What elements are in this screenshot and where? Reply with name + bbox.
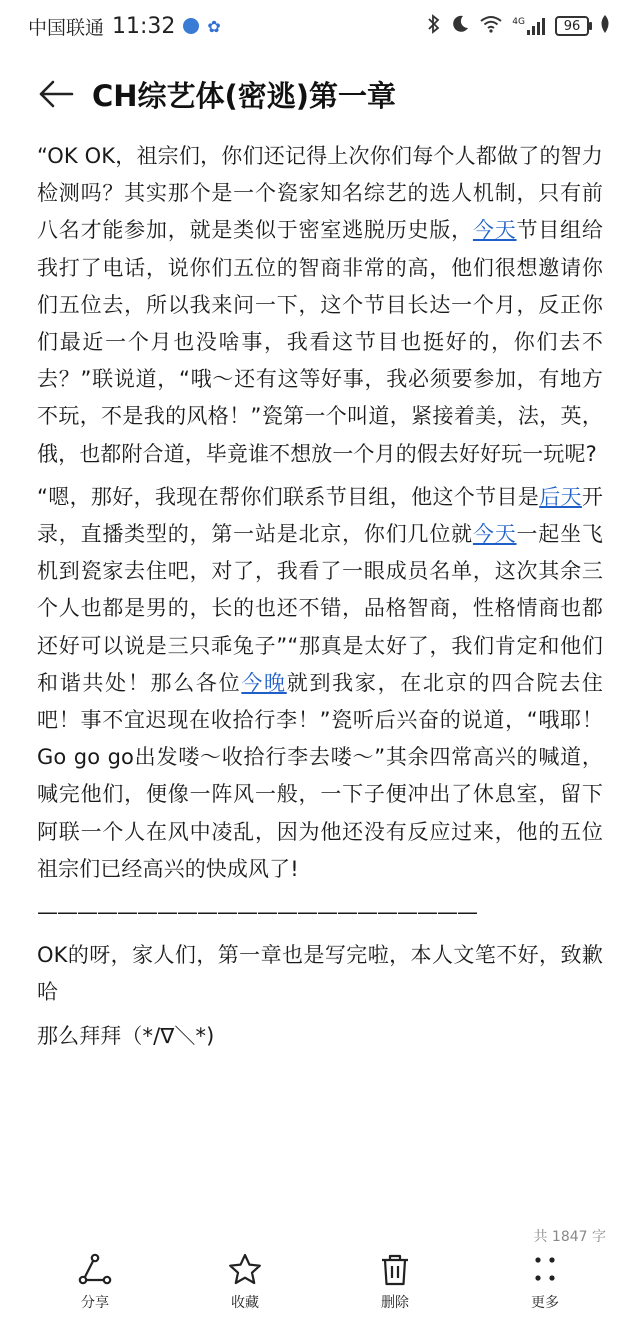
- app-notification-icon: [183, 18, 199, 34]
- status-left: [28, 13, 221, 40]
- paw-notification-icon: ✿: [207, 16, 221, 36]
- leaf-icon: [598, 14, 612, 39]
- paragraph-1: [37, 138, 603, 473]
- header: [0, 64, 640, 124]
- share-label: 分享: [81, 1295, 109, 1311]
- network-type: 4G: [512, 17, 525, 27]
- delete-label: 删除: [381, 1295, 409, 1311]
- text-segment: “嗯，那好，我现在帮你们联系节目组，他这个节目是: [37, 484, 540, 509]
- share-button[interactable]: [40, 1252, 150, 1312]
- dash-divider: ——————————————————————: [37, 900, 477, 925]
- favorite-label: 收藏: [231, 1295, 259, 1311]
- wifi-icon: [479, 14, 503, 38]
- trash-icon: [377, 1252, 413, 1288]
- paragraph-2: [37, 479, 603, 888]
- status-bar: [0, 0, 640, 52]
- text-segment: “OK OK，祖宗们，你们还记得上次你们每个人都做了的智力检测吗？其实那个是一个瓷家知名综艺的选人机制，只有前八名才能参加，就是类似于密室逃脱历史版，: [37, 144, 603, 243]
- paragraph-3: OK的呀，家人们，第一章也是写完啦，本人文笔不好，致歉哈: [37, 943, 603, 1005]
- date-link-today-2[interactable]: 今天: [472, 522, 517, 547]
- text-segment: 开录，直播类型的，第一站是北京，你们几位就: [37, 484, 604, 547]
- text-segment: 节目组给我打了电话，说你们五位的智商非常的高，他们很想邀请你们五位去，所以我来问一下，这个节目长达一个月，反正你们最近一个月也没啥事，我看这节目也挺好的，你们去不去？”联说道，“哦～还有这等好事，我必须要参加，有地方不玩，不是我的风格！”瓷第一个叫道，紧接着美，法，英，俄，也都附合道，毕竟谁不想放一个月的假去好好玩一玩呢?: [37, 218, 604, 466]
- paragraph-4: 那么拜拜（*/∇＼*): [37, 1023, 215, 1048]
- date-link-today[interactable]: 今天: [472, 218, 517, 243]
- more-label: 更多: [531, 1295, 559, 1311]
- text-segment: 就到我家，在北京的四合院去住吧！事不宜迟现在收拾行李！”瓷听后兴奋的说道，“哦耶！Go go go出发喽～收拾行李去喽～”其余四常高兴的喊道，喊完他们，便像一阵风一般，一下子便冲出了休息室，留下阿联一个人在风中凌乱，因为他还没有反应过来，他的五位祖宗们已经高兴的快成风了!: [37, 670, 604, 881]
- bottom-toolbar: [0, 1252, 640, 1330]
- arrow-left-icon: [38, 79, 74, 109]
- moon-icon: [450, 14, 470, 39]
- share-icon: [77, 1252, 113, 1288]
- clock: 11:32: [112, 13, 176, 39]
- bluetooth-icon: [427, 14, 441, 39]
- text-segment: 一起坐飞机到瓷家去住吧，对了，我看了一眼成员名单，这次其余三个人也都是男的，长的也还不错，品格智商，性格情商也都还好可以说是三只乖兔子”“那真是太好了，我们肯定和他们和谐共处！那么各位: [37, 522, 604, 695]
- more-button[interactable]: [490, 1252, 600, 1312]
- star-icon: [227, 1252, 263, 1288]
- more-dots-icon: [527, 1252, 563, 1288]
- status-right: [427, 14, 612, 39]
- favorite-button[interactable]: [190, 1252, 300, 1312]
- signal-icon: [512, 17, 546, 35]
- page-title: CH综艺体(密逃)第一章: [92, 78, 397, 113]
- article-body: [37, 138, 603, 1061]
- word-count: 共 1847 字: [533, 1229, 606, 1245]
- delete-button[interactable]: [340, 1252, 450, 1312]
- carrier-name: 中国联通: [28, 16, 105, 39]
- date-link-day-after-tomorrow[interactable]: 后天: [539, 484, 582, 509]
- back-button[interactable]: [30, 68, 82, 120]
- date-link-tonight[interactable]: 今晚: [241, 670, 287, 695]
- battery-indicator: 96: [555, 16, 589, 36]
